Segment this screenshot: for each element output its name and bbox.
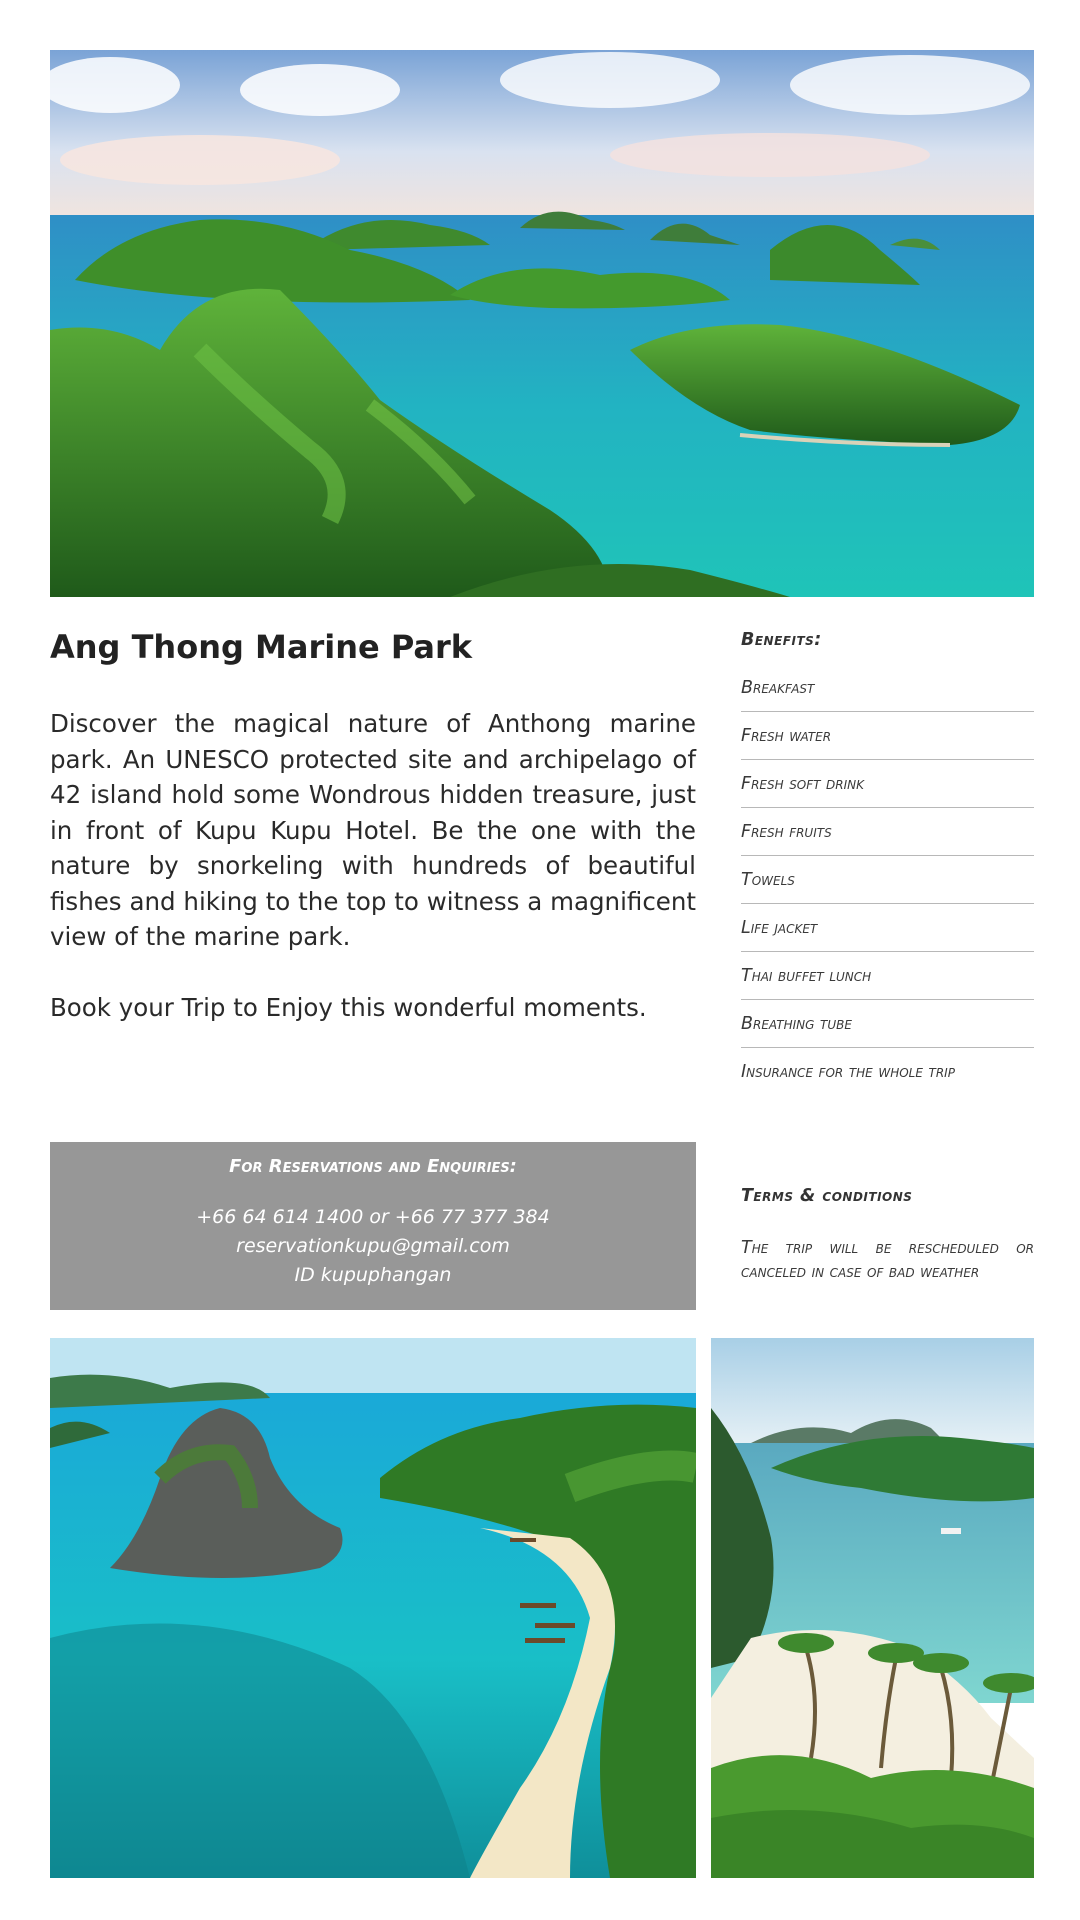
islet-beach-illustration [50, 1338, 696, 1878]
reservation-heading: For Reservations and Enquiries: [229, 1156, 517, 1177]
benefit-item-fresh-fruits: Fresh fruits [741, 808, 1034, 856]
benefit-item-fresh-water: Fresh water [741, 712, 1034, 760]
benefit-item-buffet-lunch: Thai buffet lunch [741, 952, 1034, 1000]
email-address: reservationkupu@gmail.com [236, 1235, 510, 1257]
benefits-panel [741, 630, 1034, 1095]
terms-heading: Terms & conditions [741, 1186, 913, 1206]
bay-image [50, 1338, 696, 1878]
reservation-box [50, 1142, 696, 1310]
benefit-item-life-jacket: Life jacket [741, 904, 1034, 952]
description-paragraph: Discover the magical nature of Anthong marine park. An UNESCO protected site and archipelago of 42 island hold some Wondrous hidden treasure, just in front of Kupu Kupu Hotel. Be the one with the nature by snorkeling with hundreds of beautiful fishes and hiking to the top to witness a magnificent view of the marine park. [50, 709, 696, 951]
benefit-item-breakfast: Breakfast [741, 664, 1034, 712]
archipelago-illustration [50, 50, 1034, 597]
benefits-list [741, 664, 1034, 1095]
page-title: Ang Thong Marine Park [50, 628, 473, 666]
terms-text: The trip will be rescheduled or canceled in case of bad weather [741, 1238, 1034, 1282]
benefit-item-breathing-tube: Breathing tube [741, 1000, 1034, 1048]
phone-numbers: +66 64 614 1400 or +66 77 377 384 [196, 1206, 550, 1228]
line-id: ID kupuphangan [294, 1264, 452, 1286]
terms-panel [741, 1186, 1034, 1284]
call-to-action-text: Book your Trip to Enjoy this wonderful moments. [50, 993, 647, 1022]
hero-image [50, 50, 1034, 597]
palm-lagoon-illustration [711, 1338, 1034, 1878]
benefit-item-towels: Towels [741, 856, 1034, 904]
palms-image [711, 1338, 1034, 1878]
benefits-heading: Benefits: [741, 630, 822, 650]
benefit-item-soft-drink: Fresh soft drink [741, 760, 1034, 808]
benefit-item-insurance: Insurance for the whole trip [741, 1062, 955, 1082]
